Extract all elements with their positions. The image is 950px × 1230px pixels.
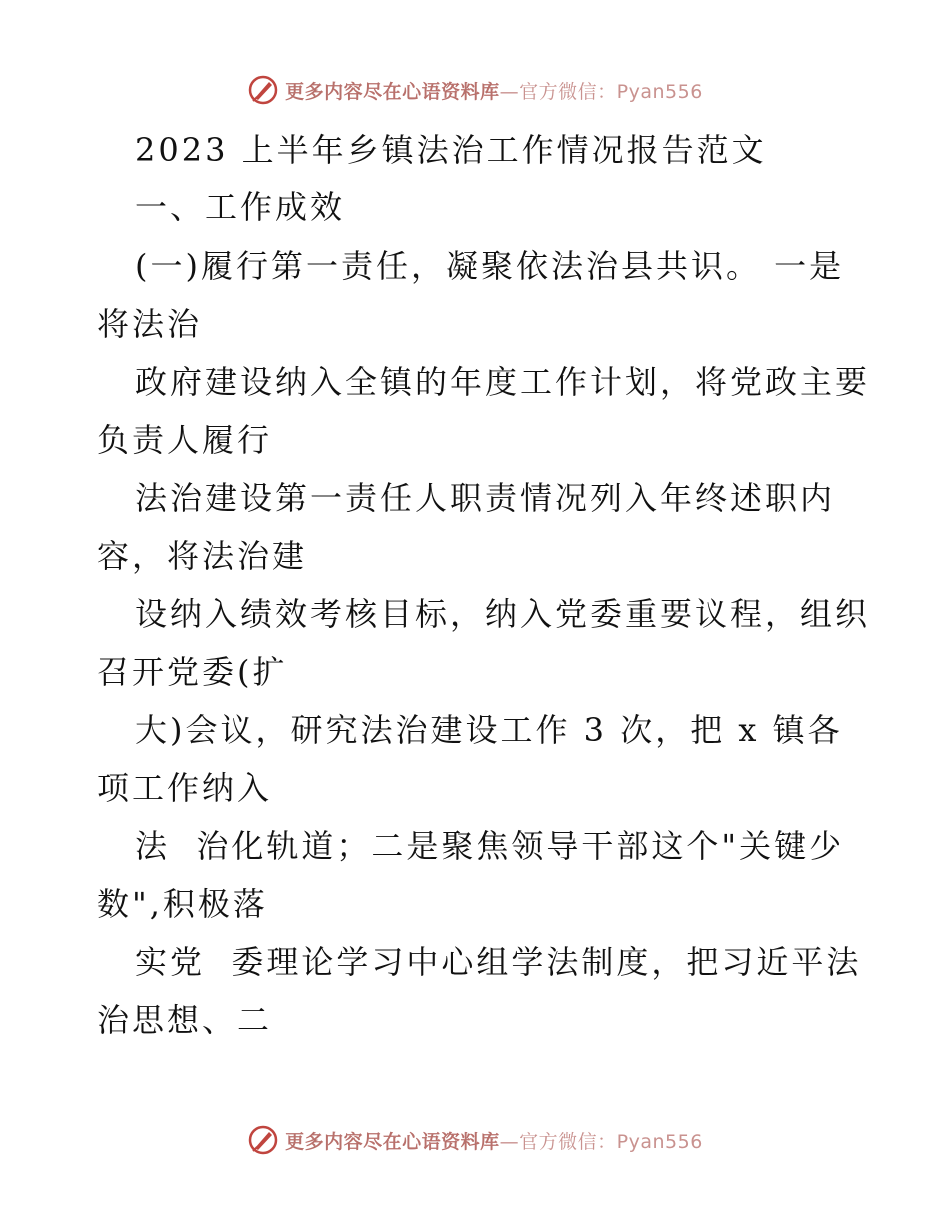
watermark-site-text: 更多内容尽在心语资料库 — [285, 1130, 500, 1153]
watermark-inner — [247, 1124, 703, 1156]
document-title: 2023 上半年乡镇法治工作情况报告范文 — [135, 131, 767, 169]
paragraph-line: 法治建设第一责任人职责情况列入年终述职内 — [135, 479, 836, 517]
watermark-separator: — — [499, 1130, 520, 1153]
watermark-separator: — — [499, 80, 520, 103]
paragraph-line: 召开党委(扩 — [97, 653, 288, 691]
paragraph-line: 治思想、二 — [97, 1001, 273, 1039]
quill-logo-icon — [247, 1124, 279, 1156]
watermark-wechat-text: 官方微信：Pyan556 — [519, 1130, 703, 1153]
paragraph-line: 大)会议，研究法治建设工作 3 次，把 x 镇各 — [135, 711, 843, 749]
watermark-text — [285, 1127, 703, 1154]
paragraph-line: 设纳入绩效考核目标，纳入党委重要议程，组织 — [135, 595, 871, 633]
paragraph-line: (一)履行第一责任，凝聚依法治县共识。 一是 — [135, 247, 845, 285]
paragraph-line: 将法治 — [97, 305, 203, 343]
watermark-banner-top — [0, 70, 950, 110]
paragraph-line: 法 治化轨道；二是聚焦领导干部这个"关键少 — [135, 827, 845, 865]
paragraph-line: 实党 委理论学习中心组学法制度，把习近平法 — [135, 943, 862, 981]
section-heading: 一、工作成效 — [135, 188, 346, 226]
paragraph-line: 数",积极落 — [97, 885, 268, 923]
paragraph-line: 政府建设纳入全镇的年度工作计划，将党政主要 — [135, 363, 871, 401]
watermark-text — [285, 77, 703, 104]
watermark-site-text: 更多内容尽在心语资料库 — [285, 80, 500, 103]
quill-logo-icon — [247, 74, 279, 106]
watermark-banner-bottom — [0, 1120, 950, 1160]
watermark-inner — [247, 74, 703, 106]
paragraph-line: 容，将法治建 — [97, 537, 308, 575]
paragraph-line: 负责人履行 — [97, 421, 273, 459]
watermark-wechat-text: 官方微信：Pyan556 — [519, 80, 703, 103]
paragraph-line: 项工作纳入 — [97, 769, 273, 807]
